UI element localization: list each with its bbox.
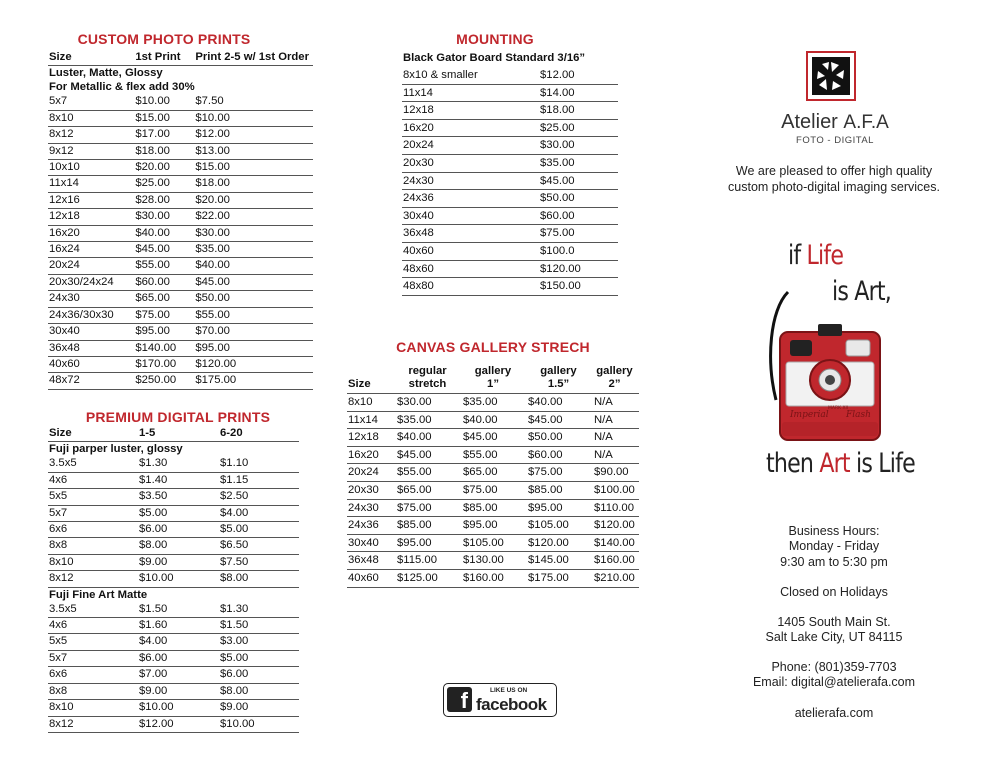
table-cell: $60.00 xyxy=(539,207,618,225)
table-row xyxy=(48,143,313,159)
column-header: 1st Print xyxy=(134,50,194,66)
table-cell: $6.00 xyxy=(138,522,219,538)
table-cell: $95.00 xyxy=(527,499,593,517)
column-header: 1-5 xyxy=(138,426,219,442)
table-row xyxy=(48,274,313,290)
facebook-like-button[interactable] xyxy=(443,683,557,717)
mounting-subtitle: Black Gator Board Standard 3/16” xyxy=(403,52,586,64)
table-cell: 30x40 xyxy=(48,324,134,340)
table-cell: 24x30 xyxy=(402,172,539,190)
table-cell: 12x18 xyxy=(48,209,134,225)
table-cell: 12x18 xyxy=(347,429,396,447)
table-row xyxy=(48,554,299,570)
table-row xyxy=(347,569,639,587)
address xyxy=(712,615,956,646)
aperture-logo-icon xyxy=(806,51,856,101)
mounting-table xyxy=(402,49,618,296)
table-row xyxy=(48,160,313,176)
table-row xyxy=(402,278,618,296)
table-cell: $28.00 xyxy=(134,192,194,208)
table-cell: $40.00 xyxy=(396,429,462,447)
table-cell: 8x12 xyxy=(48,716,138,732)
custom-prints-table xyxy=(48,50,313,390)
svg-text:Imperial: Imperial xyxy=(790,410,829,420)
table-cell: 40x60 xyxy=(48,356,134,372)
table-cell: $120.00 xyxy=(527,534,593,552)
table-cell: 20x30 xyxy=(347,481,396,499)
table-cell: $85.00 xyxy=(527,481,593,499)
table-row xyxy=(347,517,639,535)
table-cell: $12.00 xyxy=(194,127,313,143)
table-cell: N/A xyxy=(593,446,639,464)
canvas-table xyxy=(347,363,639,588)
table-cell: $1.30 xyxy=(219,602,299,618)
table-cell: 8x10 xyxy=(347,394,396,412)
table-header-row xyxy=(347,363,639,394)
column-header: 6-20 xyxy=(219,426,299,442)
table-row xyxy=(48,650,299,666)
table-cell: $250.00 xyxy=(134,373,194,389)
table-row xyxy=(48,700,299,716)
table-cell: $7.50 xyxy=(219,554,299,570)
table-cell: $1.15 xyxy=(219,472,299,488)
table-row xyxy=(48,634,299,650)
table-cell: 30x40 xyxy=(402,207,539,225)
table-cell: 8x8 xyxy=(48,683,138,699)
address-city: Salt Lake City, UT 84115 xyxy=(765,630,903,645)
table-cell: $35.00 xyxy=(462,394,527,412)
table-cell: $95.00 xyxy=(396,534,462,552)
table-cell: $55.00 xyxy=(462,446,527,464)
table-cell: $45.00 xyxy=(134,242,194,258)
table-cell: 5x5 xyxy=(48,634,138,650)
contact xyxy=(712,660,956,691)
table-cell: $35.00 xyxy=(194,242,313,258)
table-cell: 36x48 xyxy=(48,340,134,356)
table-cell: 8x10 xyxy=(48,554,138,570)
table-cell: $13.00 xyxy=(194,143,313,159)
slogan-line-2: is Art, xyxy=(832,276,891,307)
table-cell: $30.00 xyxy=(539,137,618,155)
custom-prints-note: Luster, Matte, Glossy xyxy=(49,67,163,80)
table-cell: $10.00 xyxy=(134,94,194,110)
table-row xyxy=(402,207,618,225)
table-row xyxy=(48,683,299,699)
table-cell: 24x30 xyxy=(48,291,134,307)
table-row xyxy=(402,119,618,137)
column-header: gallery 1.5” xyxy=(527,363,593,394)
table-cell: $1.40 xyxy=(138,472,219,488)
table-cell: 36x48 xyxy=(347,552,396,570)
table-cell: $45.00 xyxy=(194,274,313,290)
website-link[interactable]: atelierafa.com xyxy=(794,706,874,720)
custom-prints-note: For Metallic & flex add 30% xyxy=(49,81,195,94)
table-cell: $10.00 xyxy=(194,110,313,126)
business-time: 9:30 am to 5:30 pm xyxy=(780,554,888,569)
table-cell: $125.00 xyxy=(396,569,462,587)
table-cell: $160.00 xyxy=(593,552,639,570)
business-hours xyxy=(712,524,956,570)
custom-prints-title: CUSTOM PHOTO PRINTS xyxy=(77,31,251,47)
premium-prints-table xyxy=(48,426,299,733)
table-row xyxy=(48,356,313,372)
table-cell: $45.00 xyxy=(539,172,618,190)
table-cell: $5.00 xyxy=(219,522,299,538)
table-cell: 30x40 xyxy=(347,534,396,552)
table-row xyxy=(48,258,313,274)
table-row xyxy=(48,324,313,340)
table-cell: $35.00 xyxy=(396,411,462,429)
table-row xyxy=(402,260,618,278)
table-cell: $210.00 xyxy=(593,569,639,587)
table-cell: $22.00 xyxy=(194,209,313,225)
table-row xyxy=(48,340,313,356)
table-cell: $45.00 xyxy=(462,429,527,447)
table-cell: 24x36 xyxy=(402,190,539,208)
table-cell: $12.00 xyxy=(539,67,618,84)
intro-text: We are pleased to offer high quality custom photo-digital imaging services. xyxy=(728,164,940,194)
table-cell: 10x10 xyxy=(48,160,134,176)
closed-holidays: Closed on Holidays xyxy=(780,585,888,599)
table-cell: 8x10 & smaller xyxy=(402,67,539,84)
svg-text:MARK XII: MARK XII xyxy=(828,406,849,411)
table-cell: $110.00 xyxy=(593,499,639,517)
table-row xyxy=(402,84,618,102)
table-row xyxy=(48,618,299,634)
phone-number: Phone: (801)359-7703 xyxy=(771,660,897,674)
table-cell: $120.00 xyxy=(593,517,639,535)
table-cell: $20.00 xyxy=(194,192,313,208)
table-row xyxy=(402,190,618,208)
table-cell: $40.00 xyxy=(527,394,593,412)
column-header: gallery 1” xyxy=(462,363,527,394)
table-cell: 20x24 xyxy=(347,464,396,482)
table-cell: 4x6 xyxy=(48,472,138,488)
table-cell: $55.00 xyxy=(194,307,313,323)
column-header: gallery 2” xyxy=(593,363,639,394)
table-cell: 20x30 xyxy=(402,154,539,172)
slogan-line-3: then Art is Life xyxy=(766,448,915,479)
table-row xyxy=(402,137,618,155)
table-cell: 3.5x5 xyxy=(48,456,138,472)
table-cell: $5.00 xyxy=(219,650,299,666)
table-row xyxy=(48,192,313,208)
table-cell: $50.00 xyxy=(527,429,593,447)
table-cell: $30.00 xyxy=(134,209,194,225)
brand-subtitle: FOTO - DIGITAL xyxy=(796,135,874,146)
table-cell: $1.10 xyxy=(219,456,299,472)
table-cell: $8.00 xyxy=(138,538,219,554)
table-cell: $95.00 xyxy=(134,324,194,340)
table-row xyxy=(48,716,299,732)
table-cell: $90.00 xyxy=(593,464,639,482)
table-row xyxy=(48,127,313,143)
table-cell: $85.00 xyxy=(396,517,462,535)
table-cell: $1.50 xyxy=(219,618,299,634)
table-cell: $30.00 xyxy=(194,225,313,241)
table-cell: $40.00 xyxy=(462,411,527,429)
table-header-row xyxy=(48,426,299,442)
table-cell: 6x6 xyxy=(48,522,138,538)
table-cell: $100.0 xyxy=(539,242,618,260)
table-cell: $7.50 xyxy=(194,94,313,110)
table-cell: $170.00 xyxy=(134,356,194,372)
table-cell: N/A xyxy=(593,429,639,447)
table-cell: $45.00 xyxy=(396,446,462,464)
table-row xyxy=(48,489,299,505)
table-cell: $60.00 xyxy=(527,446,593,464)
table-row xyxy=(347,429,639,447)
table-cell: $17.00 xyxy=(134,127,194,143)
table-cell: $25.00 xyxy=(134,176,194,192)
table-cell: 12x18 xyxy=(402,102,539,120)
table-cell: 40x60 xyxy=(402,242,539,260)
table-cell: 11x14 xyxy=(347,411,396,429)
table-cell: 24x36 xyxy=(347,517,396,535)
table-cell: $175.00 xyxy=(527,569,593,587)
table-cell: 24x36/30x30 xyxy=(48,307,134,323)
table-cell: 16x20 xyxy=(347,446,396,464)
table-row xyxy=(48,291,313,307)
table-cell: 40x60 xyxy=(347,569,396,587)
table-cell: 16x20 xyxy=(48,225,134,241)
camera-illustration xyxy=(760,280,900,452)
table-cell: $45.00 xyxy=(527,411,593,429)
table-row xyxy=(402,172,618,190)
table-cell: 4x6 xyxy=(48,618,138,634)
table-cell: 48x60 xyxy=(402,260,539,278)
table-cell: $50.00 xyxy=(539,190,618,208)
table-cell: $14.00 xyxy=(539,84,618,102)
table-cell: 36x48 xyxy=(402,225,539,243)
table-cell: $6.50 xyxy=(219,538,299,554)
table-cell: $12.00 xyxy=(138,716,219,732)
table-cell: $3.50 xyxy=(138,489,219,505)
table-cell: $75.00 xyxy=(396,499,462,517)
table-cell: $1.50 xyxy=(138,602,219,618)
table-row xyxy=(48,176,313,192)
facebook-icon: f xyxy=(447,687,472,712)
table-cell: $3.00 xyxy=(219,634,299,650)
table-cell: $15.00 xyxy=(134,110,194,126)
table-cell: $50.00 xyxy=(194,291,313,307)
table-cell: $65.00 xyxy=(396,481,462,499)
table-cell: $120.00 xyxy=(194,356,313,372)
canvas-title: CANVAS GALLERY STRECH xyxy=(396,339,590,355)
table-cell: 5x7 xyxy=(48,650,138,666)
table-row xyxy=(48,571,299,587)
table-cell: $7.00 xyxy=(138,667,219,683)
table-cell: $145.00 xyxy=(527,552,593,570)
mounting-title: MOUNTING xyxy=(456,31,534,47)
table-cell: 6x6 xyxy=(48,667,138,683)
table-cell: 11x14 xyxy=(402,84,539,102)
table-row xyxy=(402,102,618,120)
table-row xyxy=(347,499,639,517)
table-row xyxy=(48,110,313,126)
table-cell: $150.00 xyxy=(539,278,618,296)
table-cell: $85.00 xyxy=(462,499,527,517)
table-row xyxy=(48,94,313,110)
table-row xyxy=(48,242,313,258)
table-cell: N/A xyxy=(593,394,639,412)
table-cell: $35.00 xyxy=(539,154,618,172)
table-cell: $175.00 xyxy=(194,373,313,389)
brand-name: Atelier A.F.A xyxy=(781,111,889,133)
table-cell: $105.00 xyxy=(462,534,527,552)
business-hours-title: Business Hours: xyxy=(788,524,880,538)
table-cell: $20.00 xyxy=(134,160,194,176)
table-row xyxy=(48,667,299,683)
table-cell: $10.00 xyxy=(219,716,299,732)
table-cell: $4.00 xyxy=(138,634,219,650)
table-cell: 24x30 xyxy=(347,499,396,517)
table-cell: 12x16 xyxy=(48,192,134,208)
table-cell: $65.00 xyxy=(462,464,527,482)
table-row xyxy=(402,154,618,172)
table-cell: 9x12 xyxy=(48,143,134,159)
table-cell: $9.00 xyxy=(138,683,219,699)
table-cell: $75.00 xyxy=(134,307,194,323)
table-row xyxy=(48,505,299,521)
table-cell: 16x24 xyxy=(48,242,134,258)
table-cell: 5x7 xyxy=(48,505,138,521)
column-header: Print 2-5 w/ 1st Order xyxy=(194,50,313,66)
table-cell: N/A xyxy=(593,411,639,429)
table-cell: $8.00 xyxy=(219,571,299,587)
table-cell: $55.00 xyxy=(134,258,194,274)
table-cell: $25.00 xyxy=(539,119,618,137)
table-cell: 16x20 xyxy=(402,119,539,137)
table-cell: $115.00 xyxy=(396,552,462,570)
table-row xyxy=(48,602,299,618)
table-cell: $95.00 xyxy=(194,340,313,356)
table-cell: $70.00 xyxy=(194,324,313,340)
table-cell: 8x10 xyxy=(48,700,138,716)
table-cell: $2.50 xyxy=(219,489,299,505)
table-cell: $1.60 xyxy=(138,618,219,634)
table-cell: 20x24 xyxy=(48,258,134,274)
table-cell: 20x24 xyxy=(402,137,539,155)
business-days: Monday - Friday xyxy=(788,539,880,554)
table-cell: 8x10 xyxy=(48,110,134,126)
table-cell: 11x14 xyxy=(48,176,134,192)
table-row xyxy=(402,225,618,243)
table-row xyxy=(402,242,618,260)
table-cell: $100.00 xyxy=(593,481,639,499)
table-cell: $95.00 xyxy=(462,517,527,535)
table-cell: $10.00 xyxy=(138,571,219,587)
table-cell: 5x5 xyxy=(48,489,138,505)
table-row xyxy=(48,456,299,472)
table-cell: 5x7 xyxy=(48,94,134,110)
column-header: Size xyxy=(48,426,138,442)
table-cell: $75.00 xyxy=(462,481,527,499)
table-cell: $30.00 xyxy=(396,394,462,412)
table-cell: $40.00 xyxy=(134,225,194,241)
table-row xyxy=(347,481,639,499)
table-row xyxy=(347,446,639,464)
table-cell: $5.00 xyxy=(138,505,219,521)
table-row xyxy=(48,538,299,554)
facebook-like-label: LIKE US ON xyxy=(490,687,528,694)
table-cell: $10.00 xyxy=(138,700,219,716)
table-row xyxy=(48,373,313,389)
column-header: Size xyxy=(48,50,134,66)
premium-prints-title: PREMIUM DIGITAL PRINTS xyxy=(85,409,271,425)
table-cell: 8x8 xyxy=(48,538,138,554)
table-cell: $130.00 xyxy=(462,552,527,570)
table-row xyxy=(347,534,639,552)
table-cell: 8x12 xyxy=(48,127,134,143)
column-header: regular stretch xyxy=(396,363,462,394)
table-cell: $105.00 xyxy=(527,517,593,535)
table-cell: 48x80 xyxy=(402,278,539,296)
table-row xyxy=(48,472,299,488)
table-cell: $65.00 xyxy=(134,291,194,307)
table-cell: $140.00 xyxy=(593,534,639,552)
table-cell: $160.00 xyxy=(462,569,527,587)
table-cell: $15.00 xyxy=(194,160,313,176)
table-cell: $9.00 xyxy=(219,700,299,716)
table-cell: 3.5x5 xyxy=(48,602,138,618)
premium-group-title: Fuji parper luster, glossy xyxy=(49,443,183,456)
table-header-row xyxy=(48,50,313,66)
table-cell: $6.00 xyxy=(138,650,219,666)
table-row xyxy=(347,411,639,429)
table-cell: $9.00 xyxy=(138,554,219,570)
table-cell: 20x30/24x24 xyxy=(48,274,134,290)
table-cell: $60.00 xyxy=(134,274,194,290)
table-row xyxy=(347,464,639,482)
table-cell: 48x72 xyxy=(48,373,134,389)
column-header: Size xyxy=(347,363,396,394)
table-cell: $1.30 xyxy=(138,456,219,472)
facebook-wordmark: facebook xyxy=(476,695,547,714)
table-row xyxy=(48,225,313,241)
table-cell: $18.00 xyxy=(539,102,618,120)
table-cell: $75.00 xyxy=(539,225,618,243)
slogan-line-1: if Life xyxy=(788,240,844,271)
table-row xyxy=(402,67,618,84)
email-address[interactable]: Email: digital@atelierafa.com xyxy=(752,675,916,690)
table-row xyxy=(347,552,639,570)
table-cell: $75.00 xyxy=(527,464,593,482)
table-cell: $18.00 xyxy=(194,176,313,192)
table-cell: $140.00 xyxy=(134,340,194,356)
table-cell: $18.00 xyxy=(134,143,194,159)
address-street: 1405 South Main St. xyxy=(777,615,891,629)
table-row xyxy=(347,394,639,412)
table-cell: $8.00 xyxy=(219,683,299,699)
table-cell: $120.00 xyxy=(539,260,618,278)
table-row xyxy=(48,307,313,323)
table-cell: $40.00 xyxy=(194,258,313,274)
table-cell: $4.00 xyxy=(219,505,299,521)
table-row xyxy=(48,522,299,538)
svg-text:Flash: Flash xyxy=(846,410,871,420)
table-row xyxy=(48,209,313,225)
table-cell: $6.00 xyxy=(219,667,299,683)
premium-group-title: Fuji Fine Art Matte xyxy=(49,588,148,601)
table-cell: $55.00 xyxy=(396,464,462,482)
table-cell: 8x12 xyxy=(48,571,138,587)
